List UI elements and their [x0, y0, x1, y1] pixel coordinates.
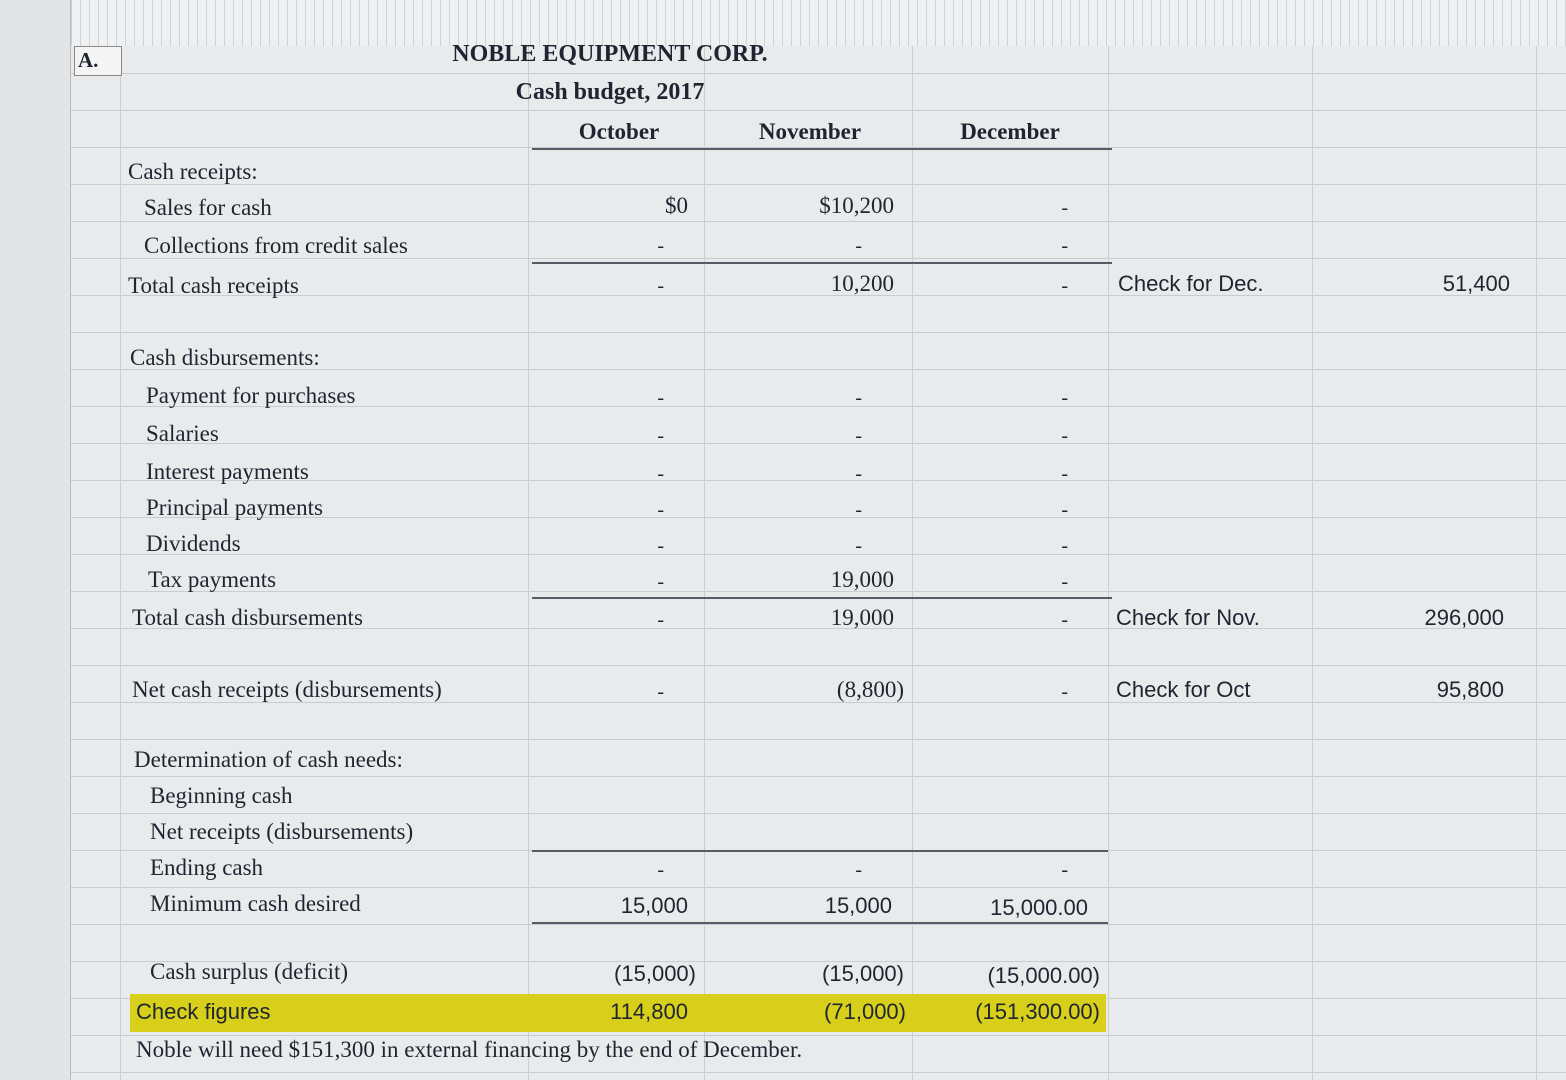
minimum-line: [532, 922, 1108, 924]
row-label-total-receipts: Total cash receipts: [128, 273, 299, 298]
cell-salaries-nov[interactable]: -: [855, 425, 862, 447]
cell-minimum-oct[interactable]: 15,000: [620, 893, 688, 918]
cell-ending-dec[interactable]: -: [1061, 859, 1068, 881]
cell-collections-dec[interactable]: -: [1061, 235, 1068, 257]
cell-dividends-oct[interactable]: -: [657, 535, 664, 557]
cell-sales-dec[interactable]: -: [1061, 197, 1068, 219]
cell-total-disb-nov[interactable]: 19,000: [830, 605, 894, 630]
disbursements-total-line: [532, 597, 1112, 599]
row-label-net-receipts: Net receipts (disbursements): [150, 819, 414, 844]
row-label-ending: Ending cash: [150, 855, 264, 880]
receipts-header: Cash receipts:: [128, 159, 258, 184]
disbursements-header: Cash disbursements:: [130, 345, 320, 370]
cell-check-nov[interactable]: (71,000): [824, 999, 906, 1024]
cell-net-nov[interactable]: (8,800): [836, 677, 904, 702]
row-label-sales-for-cash: Sales for cash: [144, 195, 272, 220]
cell-principal-oct[interactable]: -: [657, 499, 664, 521]
check-nov-label: Check for Nov.: [1116, 605, 1260, 630]
check-oct-label: Check for Oct: [1116, 677, 1251, 702]
cell-ending-oct[interactable]: -: [657, 859, 664, 881]
cell-surplus-oct[interactable]: (15,000): [614, 961, 696, 986]
month-header-december: December: [960, 119, 1060, 144]
cell-purchases-oct[interactable]: -: [657, 387, 664, 409]
needs-line: [532, 850, 1108, 852]
cell-salaries-dec[interactable]: -: [1061, 425, 1068, 447]
cell-check-dec[interactable]: (151,300.00): [975, 999, 1100, 1024]
month-header-november: November: [758, 119, 862, 144]
company-title: NOBLE EQUIPMENT CORP.: [452, 41, 768, 67]
cell-interest-dec[interactable]: -: [1061, 463, 1068, 485]
receipts-total-line: [532, 262, 1112, 264]
cell-ending-nov[interactable]: -: [855, 859, 862, 881]
cell-total-receipts-dec[interactable]: -: [1061, 275, 1068, 297]
cell-minimum-dec[interactable]: 15,000.00: [990, 895, 1088, 920]
cell-principal-nov[interactable]: -: [855, 499, 862, 521]
cell-sales-oct[interactable]: $0: [665, 193, 688, 218]
cell-dividends-dec[interactable]: -: [1061, 535, 1068, 557]
cell-label: A.: [78, 48, 99, 72]
financing-note: Noble will need $151,300 in external financing by the end of December.: [136, 1037, 803, 1062]
row-label-net: Net cash receipts (disbursements): [132, 677, 442, 702]
cell-collections-nov[interactable]: -: [855, 235, 862, 257]
cell-total-disb-oct[interactable]: -: [657, 609, 664, 631]
row-label-check-figures: Check figures: [136, 999, 271, 1024]
cell-total-disb-dec[interactable]: -: [1061, 609, 1068, 631]
cell-tax-oct[interactable]: -: [657, 571, 664, 593]
check-dec-value[interactable]: 51,400: [1442, 271, 1510, 296]
cell-tax-nov[interactable]: 19,000: [830, 567, 894, 592]
row-label-tax: Tax payments: [148, 567, 277, 592]
cell-interest-oct[interactable]: -: [657, 463, 664, 485]
row-label-surplus: Cash surplus (deficit): [150, 959, 349, 984]
check-dec-label: Check for Dec.: [1118, 271, 1264, 296]
row-label-dividends: Dividends: [146, 531, 241, 556]
row-label-principal: Principal payments: [146, 495, 323, 520]
row-label-purchases: Payment for purchases: [146, 383, 356, 408]
cell-net-oct[interactable]: -: [657, 681, 664, 703]
cell-collections-oct[interactable]: -: [657, 235, 664, 257]
cell-principal-dec[interactable]: -: [1061, 499, 1068, 521]
cell-net-dec[interactable]: -: [1061, 681, 1068, 703]
row-label-collections: Collections from credit sales: [144, 233, 408, 258]
budget-subtitle: Cash budget, 2017: [515, 79, 705, 105]
header-underline: [532, 148, 1112, 150]
cell-surplus-dec[interactable]: (15,000.00): [987, 963, 1100, 988]
cell-dividends-nov[interactable]: -: [855, 535, 862, 557]
cell-salaries-oct[interactable]: -: [657, 425, 664, 447]
cell-total-receipts-nov[interactable]: 10,200: [830, 271, 894, 296]
cell-purchases-dec[interactable]: -: [1061, 387, 1068, 409]
row-label-salaries: Salaries: [146, 421, 219, 446]
row-label-beginning: Beginning cash: [150, 783, 293, 808]
check-nov-value[interactable]: 296,000: [1424, 605, 1504, 630]
cell-check-oct[interactable]: 114,800: [610, 999, 688, 1024]
cell-sales-nov[interactable]: $10,200: [819, 193, 894, 218]
cell-tax-dec[interactable]: -: [1061, 571, 1068, 593]
check-oct-value[interactable]: 95,800: [1436, 677, 1504, 702]
left-column-strip: [0, 0, 71, 1080]
cell-minimum-nov[interactable]: 15,000: [824, 893, 892, 918]
needs-header: Determination of cash needs:: [134, 747, 403, 772]
row-label-interest: Interest payments: [146, 459, 309, 484]
row-label-total-disbursements: Total cash disbursements: [132, 605, 363, 630]
cell-total-receipts-oct[interactable]: -: [657, 275, 664, 297]
month-header-october: October: [578, 119, 660, 144]
row-label-minimum: Minimum cash desired: [150, 891, 361, 916]
cell-purchases-nov[interactable]: -: [855, 387, 862, 409]
cell-surplus-nov[interactable]: (15,000): [822, 961, 904, 986]
cell-interest-nov[interactable]: -: [855, 463, 862, 485]
